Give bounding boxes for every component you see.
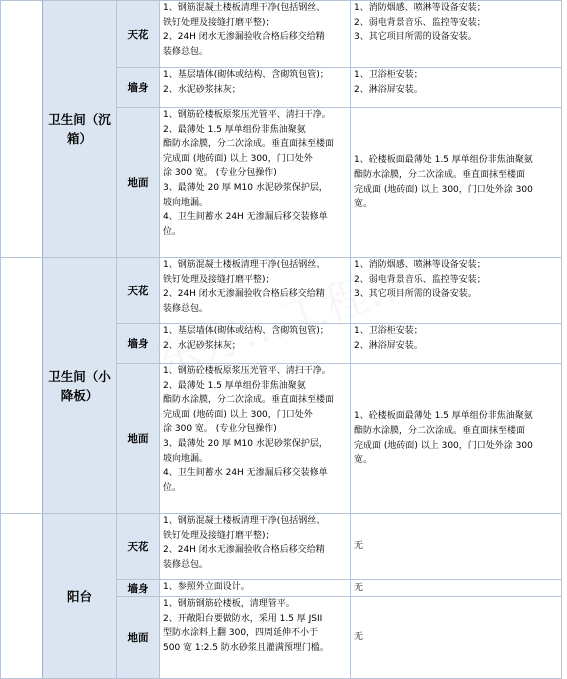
text-line: 完成面 (地砖面) 以上 300，门口处外	[163, 409, 313, 420]
text-line: 3、其它项目所需的设备安装。	[354, 32, 477, 43]
text-line: 酯防水涂膜，分二次涂成。垂直面抹至楼面	[163, 395, 335, 406]
text-line: 1、钢筋砼楼板原浆压光管平、清扫干净。	[163, 366, 331, 376]
text-line: 1、钢筋混凝土楼板清理干净(包括钢丝、	[163, 260, 326, 270]
text-line: 4、卫生间蓄水 24H 无渗漏后移交装修单	[163, 212, 328, 223]
construction-requirements-cell	[160, 258, 351, 324]
text-line: 1、基层墙体(砌体或结构、含砌筑包管)；	[163, 70, 329, 80]
part-label: 墙身	[117, 580, 160, 597]
text-line: 2、开敞阳台要做防水，采用 1.5 厚 JSII	[163, 613, 323, 624]
text-line: 酯防水涂膜，分二次涂成。垂直面抹至楼面	[354, 425, 526, 436]
text-line: 坡向地漏。	[163, 453, 209, 464]
text-line: 1、消防烟感、喷淋等设备安装；	[354, 3, 486, 13]
text-line: 2、淋浴屏安装。	[354, 340, 423, 351]
area-label: 卫生间（沉箱）	[43, 1, 117, 258]
text-line: 涂 300 宽。 (专业分包操作)	[163, 168, 277, 179]
row-gutter	[1, 514, 43, 679]
area-label: 阳台	[43, 514, 117, 679]
installation-scope-cell	[351, 364, 562, 514]
text-line: 涂 300 宽。 (专业分包操作)	[163, 424, 277, 435]
part-label: 墙身	[117, 324, 160, 364]
row-gutter	[1, 258, 43, 514]
installation-scope-cell	[351, 68, 562, 108]
construction-requirements-cell	[160, 597, 351, 679]
table-row	[1, 258, 562, 324]
part-label: 墙身	[117, 68, 160, 108]
installation-scope-cell	[351, 324, 562, 364]
part-label: 地面	[117, 597, 160, 679]
text-line: 1、卫浴柜安装；	[354, 326, 423, 336]
part-label: 天花	[117, 514, 160, 580]
construction-requirements-cell	[160, 364, 351, 514]
construction-requirements-cell	[160, 324, 351, 364]
text-line: 1、钢筋混凝土楼板清理干净(包括钢丝、	[163, 516, 326, 526]
text-line: 铁钉处理及接缝打磨平整)；	[163, 530, 275, 541]
text-line: 酯防水涂膜，分二次涂成。垂直面抹至楼面	[163, 139, 335, 150]
part-label: 天花	[117, 258, 160, 324]
text-line: 1、参照外立面设计。	[163, 582, 250, 592]
installation-scope-cell	[351, 597, 562, 679]
installation-scope-cell	[351, 514, 562, 580]
text-line: 1、钢筋砼楼板原浆压光管平、清扫干净。	[163, 110, 331, 120]
text-line: 2、淋浴屏安装。	[354, 84, 423, 95]
text-line: 3、最薄处 20 厚 M10 水泥砂浆保护层，	[163, 182, 328, 193]
text-line: 1、消防烟感、喷淋等设备安装；	[354, 260, 486, 270]
text-line: 4、卫生间蓄水 24H 无渗漏后移交装修单	[163, 468, 328, 479]
text-line: 2、水泥砂浆抹灰；	[163, 84, 241, 95]
text-line: 铁钉处理及接缝打磨平整)；	[163, 17, 275, 28]
part-label: 天花	[117, 1, 160, 68]
text-line: 2、最薄处 1.5 厚单组份非焦油聚氨	[163, 380, 306, 391]
text-line: 酯防水涂膜，分二次涂成。垂直面抹至楼面	[354, 169, 526, 180]
installation-scope-cell	[351, 1, 562, 68]
construction-requirements-cell	[160, 580, 351, 597]
text-line: 完成面 (地砖面) 以上 300，门口处外	[163, 153, 313, 164]
text-line: 宽。	[354, 455, 373, 466]
construction-requirements-cell	[160, 1, 351, 68]
text-line: 装修总包。	[163, 559, 209, 570]
text-line: 1、砼楼板面最薄处 1.5 厚单组份非焦油聚氨	[354, 155, 533, 166]
text-line: 1、卫浴柜安装；	[354, 70, 423, 80]
text-line: 1、钢筋混凝土楼板清理干净(包括钢丝、	[163, 3, 326, 13]
text-line: 无	[354, 541, 364, 552]
installation-scope-cell	[351, 258, 562, 324]
text-line: 500 宽 1:2.5 防水砂浆且灌满预埋门槛。	[163, 642, 329, 653]
part-label: 地面	[117, 108, 160, 258]
text-line: 位。	[163, 482, 182, 493]
part-label: 地面	[117, 364, 160, 514]
text-line: 2、24H 闭水无渗漏验收合格后移交给精	[163, 289, 325, 300]
row-gutter	[1, 1, 43, 258]
text-line: 2、水泥砂浆抹灰；	[163, 340, 241, 351]
construction-requirements-cell	[160, 68, 351, 108]
text-line: 无	[354, 582, 364, 593]
text-line: 无	[354, 632, 364, 643]
area-label: 卫生间（小降板）	[43, 258, 117, 514]
text-line: 1、基层墙体(砌体或结构、含砌筑包管)；	[163, 326, 329, 336]
text-line: 3、其它项目所需的设备安装。	[354, 289, 477, 300]
text-line: 铁钉处理及接缝打磨平整)；	[163, 274, 275, 285]
table-row	[1, 514, 562, 580]
text-line: 2、弱电背景音乐、监控等安装；	[354, 17, 486, 28]
construction-requirements-cell	[160, 514, 351, 580]
text-line: 2、24H 闭水无渗漏验收合格后移交给精	[163, 545, 325, 556]
text-line: 宽。	[354, 199, 373, 210]
construction-requirements-cell	[160, 108, 351, 258]
text-line: 完成面 (地砖面) 以上 300，门口处外涂 300	[354, 184, 533, 195]
text-line: 2、24H 闭水无渗漏验收合格后移交给精	[163, 32, 325, 43]
installation-scope-cell	[351, 108, 562, 258]
text-line: 2、最薄处 1.5 厚单组份非焦油聚氨	[163, 124, 306, 135]
installation-scope-cell	[351, 580, 562, 597]
text-line: 完成面 (地砖面) 以上 300，门口处外涂 300	[354, 440, 533, 451]
text-line: 2、弱电背景音乐、监控等安装；	[354, 274, 486, 285]
text-line: 位。	[163, 226, 182, 237]
text-line: 坡向地漏。	[163, 197, 209, 208]
text-line: 1、砼楼板面最薄处 1.5 厚单组份非焦油聚氨	[354, 411, 533, 422]
text-line: 型防水涂料上翻 300，四周延伸不小于	[163, 628, 319, 639]
text-line: 装修总包。	[163, 303, 209, 314]
text-line: 装修总包。	[163, 46, 209, 57]
text-line: 3、最薄处 20 厚 M10 水泥砂浆保护层，	[163, 438, 328, 449]
table-row	[1, 1, 562, 68]
text-line: 1、钢筋钢筋砼楼板，清理管平。	[163, 599, 295, 609]
